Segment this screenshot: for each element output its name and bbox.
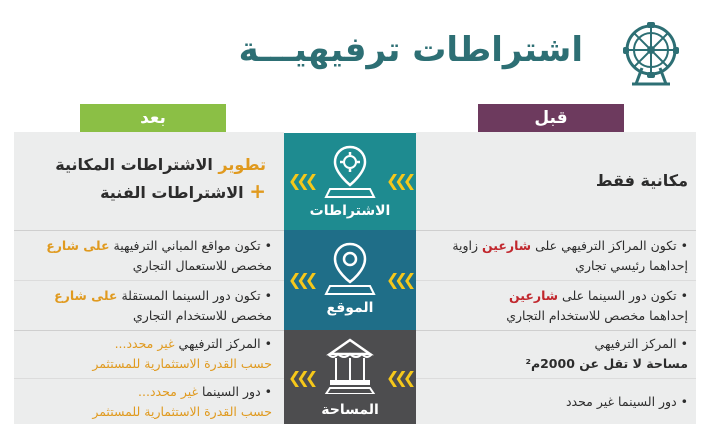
location-pin-icon xyxy=(324,240,376,296)
divider xyxy=(416,378,696,379)
before-location-item xyxy=(426,286,688,326)
divider xyxy=(416,280,696,281)
category-label: الاشتراطات xyxy=(309,203,391,219)
after-column-header: بعد xyxy=(80,104,226,132)
carousel-icon xyxy=(322,336,378,394)
bullet-text: • تكون مواقع المباني الترفيهية xyxy=(109,238,272,253)
location-gear-icon xyxy=(322,143,378,199)
after-location-item xyxy=(20,286,272,326)
divider xyxy=(416,230,696,231)
ferris-wheel-icon xyxy=(620,22,682,86)
bullet-text: زاوية xyxy=(452,238,483,253)
highlight-text: شارعين xyxy=(508,288,559,303)
divider xyxy=(416,330,696,331)
divider xyxy=(14,378,284,379)
bullet-text: إحداهما مخصص للاستخدام التجاري xyxy=(506,308,688,323)
before-area-item xyxy=(426,392,688,412)
highlight-text: غير محدد... xyxy=(138,384,199,399)
divider xyxy=(14,330,284,331)
before-requirements: مكانية فقط xyxy=(595,171,688,190)
bullet-text: • دور السينما xyxy=(198,384,272,399)
category-label: الموقع xyxy=(326,300,374,316)
after-requirements xyxy=(20,152,266,206)
page-title: اشتراطات ترفيهيـــة xyxy=(238,30,583,70)
bullet-text: مخصص للاستعمال التجاري xyxy=(132,258,272,273)
chevron-left-icon: ❮❮❮ xyxy=(386,368,412,387)
chevron-left-icon: ❮❮❮ xyxy=(288,171,314,190)
bullet-text: • المركز الترفيهي xyxy=(594,336,688,351)
highlight-text: غير محدد... xyxy=(114,336,175,351)
bullet-text: حسب القدرة الاستثمارية للمستثمر xyxy=(92,356,272,371)
highlight-text: على شارع xyxy=(54,288,118,303)
bullet-text: • دور السينما غير محدد xyxy=(565,394,688,409)
bullet-text: مساحة لا تقل عن 2000م² xyxy=(525,356,688,371)
category-area xyxy=(284,330,416,424)
bullet-text: مخصص للاستخدام التجاري xyxy=(133,308,272,323)
plus-icon: + xyxy=(249,179,266,203)
bullet-text: • تكون دور السينما المستقلة xyxy=(117,288,272,303)
divider xyxy=(14,230,284,231)
highlight-text: تطوير xyxy=(218,155,266,174)
bullet-text: • تكون المراكز الترفيهي على xyxy=(531,238,688,253)
category-label: المساحة xyxy=(321,402,379,418)
chevron-left-icon: ❮❮❮ xyxy=(288,368,314,387)
before-column-header: قبل xyxy=(478,104,624,132)
bullet-text: حسب القدرة الاستثمارية للمستثمر xyxy=(92,404,272,419)
highlight-text: على شارع xyxy=(46,238,110,253)
bullet-text: الاشتراطات الفنية xyxy=(100,183,250,202)
highlight-text: شارعين xyxy=(482,238,532,253)
category-location xyxy=(284,230,416,330)
before-area-item xyxy=(426,334,688,374)
category-requirements xyxy=(284,133,416,230)
before-location-item xyxy=(426,236,688,276)
after-area-item xyxy=(20,382,272,422)
after-location-item xyxy=(20,236,272,276)
bullet-text: • المركز الترفيهي xyxy=(174,336,272,351)
bullet-text: • تكون دور السينما على xyxy=(558,288,688,303)
chevron-left-icon: ❮❮❮ xyxy=(386,171,412,190)
divider xyxy=(14,280,284,281)
chevron-left-icon: ❮❮❮ xyxy=(386,270,412,289)
bullet-text: الاشتراطات المكانية xyxy=(55,155,219,174)
bullet-text: إحداهما رئيسي تجاري xyxy=(575,258,688,273)
after-area-item xyxy=(20,334,272,374)
chevron-left-icon: ❮❮❮ xyxy=(288,270,314,289)
